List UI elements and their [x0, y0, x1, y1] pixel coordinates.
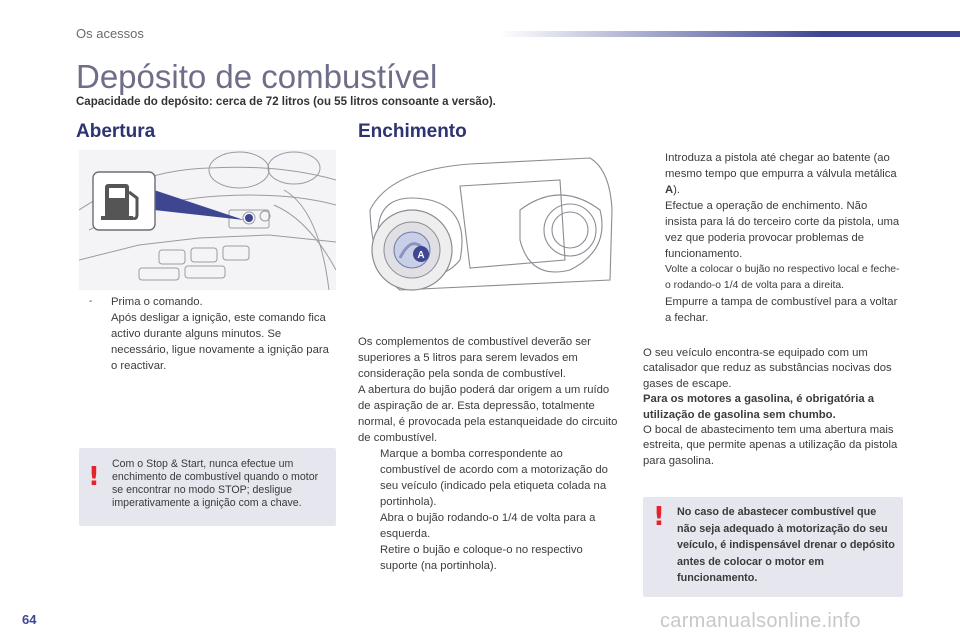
abertura-step-detail: Após desligar a ignição, este comando fica activo durante alguns minutos. Se necessário, ligue novamente a ignição para o reactivar. — [111, 312, 329, 372]
step-text: Efectue a operação de enchimento. Não insista para lá do terceiro corte da pistola, uma vez que poderia provocar problemas de funcionamento. — [665, 200, 900, 260]
bullet-mark — [643, 294, 665, 326]
enchimento-warning-box — [643, 497, 903, 597]
step-text-part: Introduza a pistola até chegar ao batente (ao mesmo tempo que empurra a válvula metálica — [665, 152, 897, 180]
step-text: Abra o bujão rodando-o 1/4 de volta para a esquerda. — [380, 512, 596, 540]
list-item — [643, 262, 901, 294]
step-marker: - — [89, 296, 93, 307]
dashboard-illustration — [79, 150, 336, 290]
bullet-mark — [358, 510, 380, 542]
bullet-mark — [643, 198, 665, 262]
abertura-step — [89, 294, 334, 374]
list-item — [358, 510, 620, 542]
page-title: Depósito de combustível — [76, 58, 438, 95]
list-item — [643, 198, 901, 262]
warning-icon: ! — [88, 462, 100, 492]
catalyst-bold-text: Para os motores a gasolina, é obrigatória a utilização de gasolina sem chumbo. — [643, 393, 875, 421]
step-text — [665, 150, 901, 198]
list-item — [358, 446, 620, 510]
page-subtitle: Capacidade do depósito: cerca de 72 litros (ou 55 litros consoante a versão). — [76, 96, 496, 108]
bullet-mark — [358, 542, 380, 574]
enchimento-left-text — [358, 334, 620, 574]
page-number: 64 — [22, 612, 37, 627]
abertura-warning-text: Com o Stop & Start, nunca efectue um enchimento de combustível quando o motor se encontrar no modo STOP; desligue imperativamente a ignição com a chave. — [112, 458, 319, 509]
enchimento-intro2: A abertura do bujão poderá dar origem a um ruído de aspiração de ar. Esta depressão, totalmente normal, é provocada pela estanqueidade do circuito de combustível. — [358, 384, 618, 444]
step-text: Empurre a tampa de combustível para a voltar a fechar. — [665, 296, 898, 324]
catalyst-text: O seu veículo encontra-se equipado com um catalisador que reduz as substâncias nocivas dos gases de escape. — [643, 347, 892, 390]
list-item — [643, 150, 901, 198]
enchimento-right-steps — [643, 150, 901, 326]
enchimento-warning-text: No caso de abastecer combustível que não seja adequado à motorização do seu veículo, é indispensável drenar o depósito antes de colocar o motor em funcionamento. — [677, 506, 895, 585]
list-item — [643, 294, 901, 326]
enchimento-heading: Enchimento — [358, 121, 467, 142]
step-text-part: ). — [673, 184, 681, 196]
bullet-mark — [358, 446, 380, 510]
bullet-mark — [643, 262, 665, 294]
section-label: Os acessos — [76, 26, 144, 41]
abertura-heading: Abertura — [76, 121, 156, 142]
abertura-warning-box — [79, 448, 336, 526]
bullet-mark — [643, 150, 665, 198]
abertura-step-text: Prima o comando. — [111, 296, 203, 308]
catalyst-text-2: O bocal de abastecimento tem uma abertura mais estreita, que permite apenas a utilização da pistola para gasolina. — [643, 424, 898, 467]
header-bar — [500, 31, 960, 37]
valve-label: A — [665, 184, 674, 196]
figure-label-a: A — [417, 250, 425, 261]
step-text: Marque a bomba correspondente ao combustível de acordo com a motorização do seu veículo (indicado pela etiqueta colada na portinhola). — [380, 448, 608, 508]
enchimento-intro: Os complementos de combustível deverão ser superiores a 5 litros para serem levados em consideração pela sonda de combustível. — [358, 336, 591, 380]
list-item — [358, 542, 620, 574]
watermark: carmanualsonline.info — [660, 610, 861, 632]
catalyst-info — [643, 346, 903, 469]
step-text: Volte a colocar o bujão no respectivo local e feche-o rodando-o 1/4 de volta para a direita. — [665, 264, 900, 291]
fuel-filler-illustration — [360, 150, 616, 294]
warning-icon: ! — [653, 502, 665, 532]
step-text: Retire o bujão e coloque-o no respectivo suporte (na portinhola). — [380, 544, 583, 572]
